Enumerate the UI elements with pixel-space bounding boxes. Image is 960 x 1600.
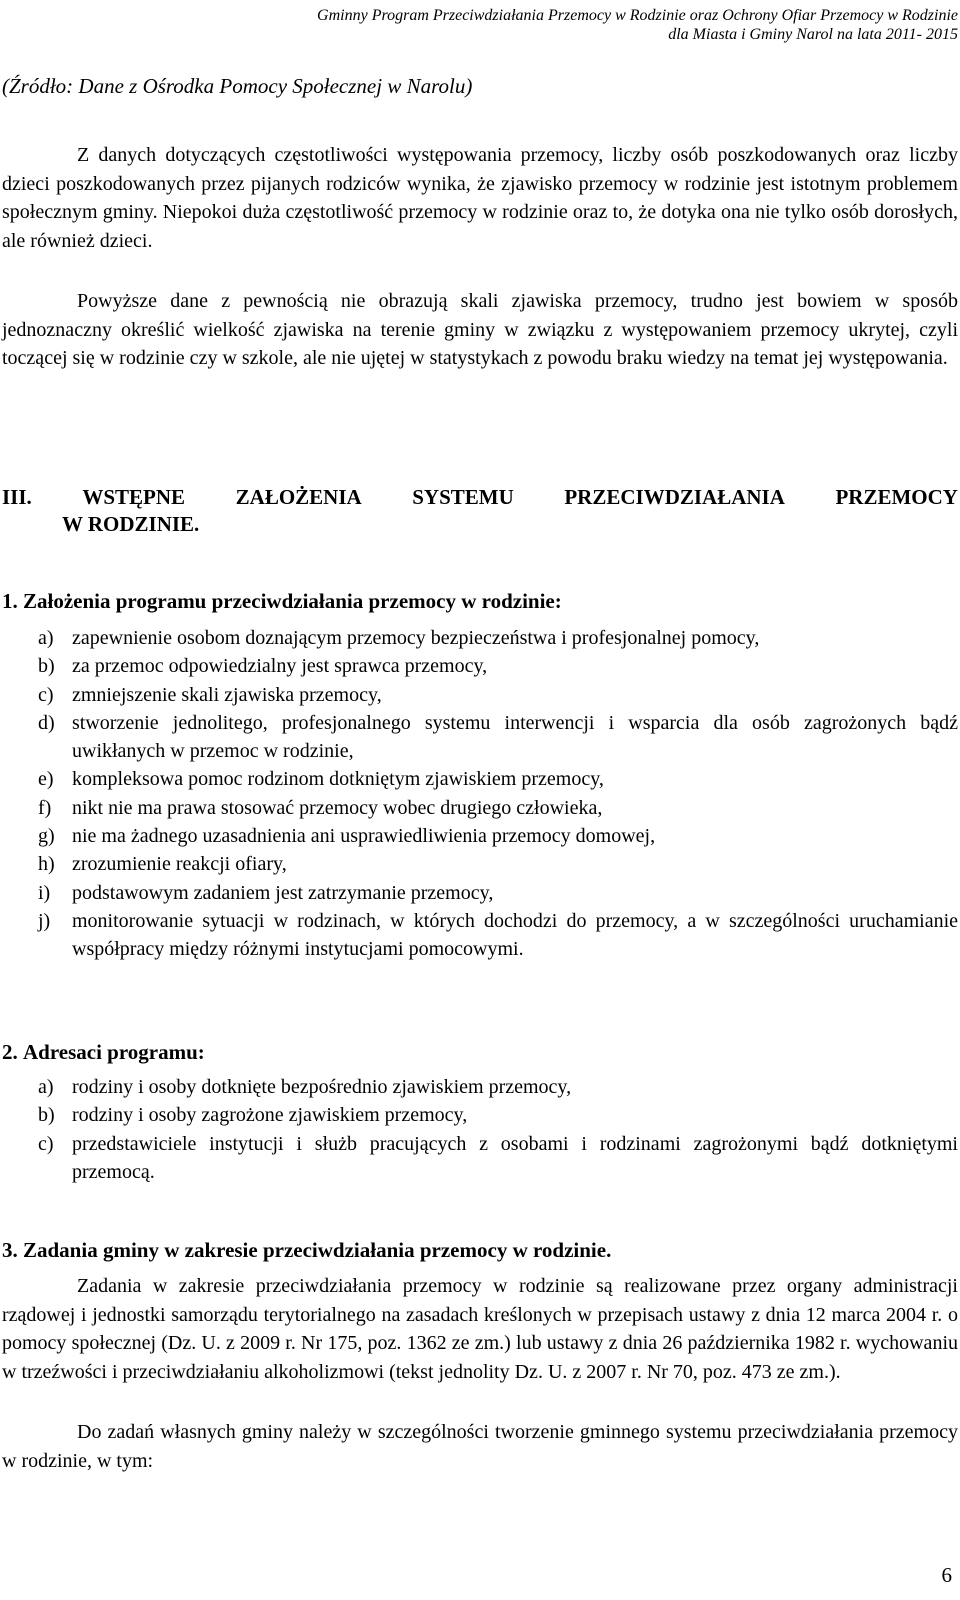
section-heading-line1 [2, 484, 958, 511]
list-marker: e) [38, 768, 54, 791]
subsection-number: 2. [2, 1040, 18, 1064]
section-title-word: SYSTEMU [412, 485, 514, 509]
list-item-text: kompleksowa pomoc rodzinom dotkniętym zjawiskiem przemocy, [72, 768, 604, 791]
list-item [38, 822, 958, 850]
list-item [38, 765, 958, 793]
list-marker: a) [38, 1076, 54, 1098]
list-item-text: zrozumienie reakcji ofiary, [72, 853, 287, 876]
running-header [0, 6, 958, 44]
list-item-text: monitorowanie sytuacji w rodzinach, w których dochodzi do przemocy, a w szczególności uruchamianie współpracy między różnymi instytucjami pomocowymi. [72, 909, 958, 961]
data-limitations-paragraph: Powyższe dane z pewnością nie obrazują skali zjawiska przemocy, trudno jest bowiem w sposób jednoznaczny określić wielkość zjawiska na terenie gminy w związku z występowaniem przemocy ukrytej, czyli toczącej się w rodzinie czy w szkole, ale nie ujętej w statystykach z powodu braku wiedzy na temat jej występowania. [2, 290, 958, 370]
header-subtitle-line: dla Miasta i Gminy Narol na lata 2011- 2015 [668, 26, 958, 43]
intro-paragraph: Z danych dotyczących częstotliwości występowania przemocy, liczby osób poszkodowanych oraz liczby dzieci poszkodowanych przez pijanych rodziców wynika, że zjawisko przemocy w rodzinie jest istotnym problemem społecznym gminy. Niepokoi duża częstotliwość przemocy w rodzinie oraz to, że dotyka ona nie tylko osób dorosłych, ale również dzieci. [2, 144, 958, 252]
list-item [38, 850, 958, 878]
list-item-text: rodziny i osoby dotknięte bezpośrednio zjawiskiem przemocy, [72, 1076, 572, 1098]
list-item [38, 879, 958, 907]
list-marker: c) [38, 1132, 54, 1155]
list-item-text: podstawowym zadaniem jest zatrzymanie przemocy, [72, 881, 494, 904]
list-marker: f) [38, 796, 52, 819]
list-item-text: zapewnienie osobom doznającym przemocy bezpieczeństwa i profesjonalnej pomocy, [72, 627, 760, 649]
subsection-title: Zadania gminy w zakresie przeciwdziałania przemocy w rodzinie. [23, 1238, 612, 1262]
list-item [38, 652, 958, 680]
list-item-text: nikt nie ma prawa stosować przemocy wobec drugiego człowieka, [72, 796, 603, 819]
list-item [38, 681, 958, 709]
section-title-word: ZAŁOŻENIA [235, 485, 362, 509]
subsection-number: 1. [2, 589, 18, 613]
principles-list [38, 624, 958, 964]
list-item [38, 1130, 958, 1187]
list-item-text: rodziny i osoby zagrożone zjawiskiem przemocy, [72, 1104, 468, 1127]
list-item [38, 624, 958, 652]
list-marker: i) [38, 881, 51, 904]
list-marker: j) [38, 909, 51, 932]
section-heading-line2: W RODZINIE. [62, 512, 200, 536]
list-marker: b) [38, 655, 55, 678]
source-note: (Źródło: Dane z Ośrodka Pomocy Społecznej w Narolu) [2, 74, 473, 98]
subsection-number: 3. [2, 1238, 18, 1262]
list-item [38, 794, 958, 822]
list-item [38, 1073, 958, 1101]
section-title-word: WSTĘPNE [82, 485, 186, 509]
list-item-text: nie ma żadnego uzasadnienia ani usprawiedliwienia przemocy domowej, [72, 825, 656, 848]
list-item [38, 1101, 958, 1129]
list-item [38, 907, 958, 964]
recipients-list [38, 1073, 958, 1186]
section-title-word: PRZEMOCY [835, 485, 958, 509]
list-marker: a) [38, 627, 54, 649]
own-tasks-paragraph: Do zadań własnych gminy należy w szczególności tworzenie gminnego systemu przeciwdziałania przemocy w rodzinie, w tym: [2, 1421, 958, 1472]
subsection-title: Adresaci programu: [23, 1040, 205, 1064]
list-item-text: przedstawiciele instytucji i służb pracujących z osobami i rodzinami zagrożonymi bądź dotkniętymi przemocą. [72, 1132, 958, 1183]
subsection-1-heading [2, 587, 562, 615]
page-number: 6 [941, 1563, 952, 1587]
list-marker: d) [38, 711, 55, 734]
subsection-title: Założenia programu przeciwdziałania przemocy w rodzinie: [23, 589, 562, 613]
subsection-2-heading [2, 1038, 205, 1066]
tasks-paragraph: Zadania w zakresie przeciwdziałania przemocy w rodzinie są realizowane przez organy administracji rządowej i jednostki samorządu terytorialnego na zasadach kreślonych w przepisach ustawy z dnia 12 marca 2004 r. o pomocy społecznej (Dz. U. z 2009 r. Nr 175, poz. 1362 ze zm.) lub ustawy z dnia 26 października 1982 r. wychowaniu w trzeźwości i przeciwdziałaniu alkoholizmowi (tekst jednolity Dz. U. z 2007 r. Nr 70, poz. 473 ze zm.). [2, 1275, 958, 1383]
list-marker: b) [38, 1104, 55, 1127]
header-title-line: Gminny Program Przeciwdziałania Przemocy w Rodzinie oraz Ochrony Ofiar Przemocy w Rodzinie [317, 7, 958, 24]
list-item-text: zmniejszenie skali zjawiska przemocy, [72, 683, 382, 706]
section-title-word: PRZECIWDZIAŁANIA [564, 485, 785, 509]
section-heading [2, 484, 958, 538]
section-number: III. [2, 485, 32, 509]
list-item [38, 709, 958, 766]
list-marker: g) [38, 825, 55, 848]
list-item-text: za przemoc odpowiedzialny jest sprawca przemocy, [72, 655, 488, 678]
list-marker: h) [38, 853, 55, 876]
list-item-text: stworzenie jednolitego, profesjonalnego systemu interwencji i wsparcia dla osób zagrożonych bądź uwikłanych w przemoc w rodzinie, [72, 711, 958, 763]
subsection-3-heading [2, 1236, 611, 1264]
list-marker: c) [38, 683, 54, 706]
